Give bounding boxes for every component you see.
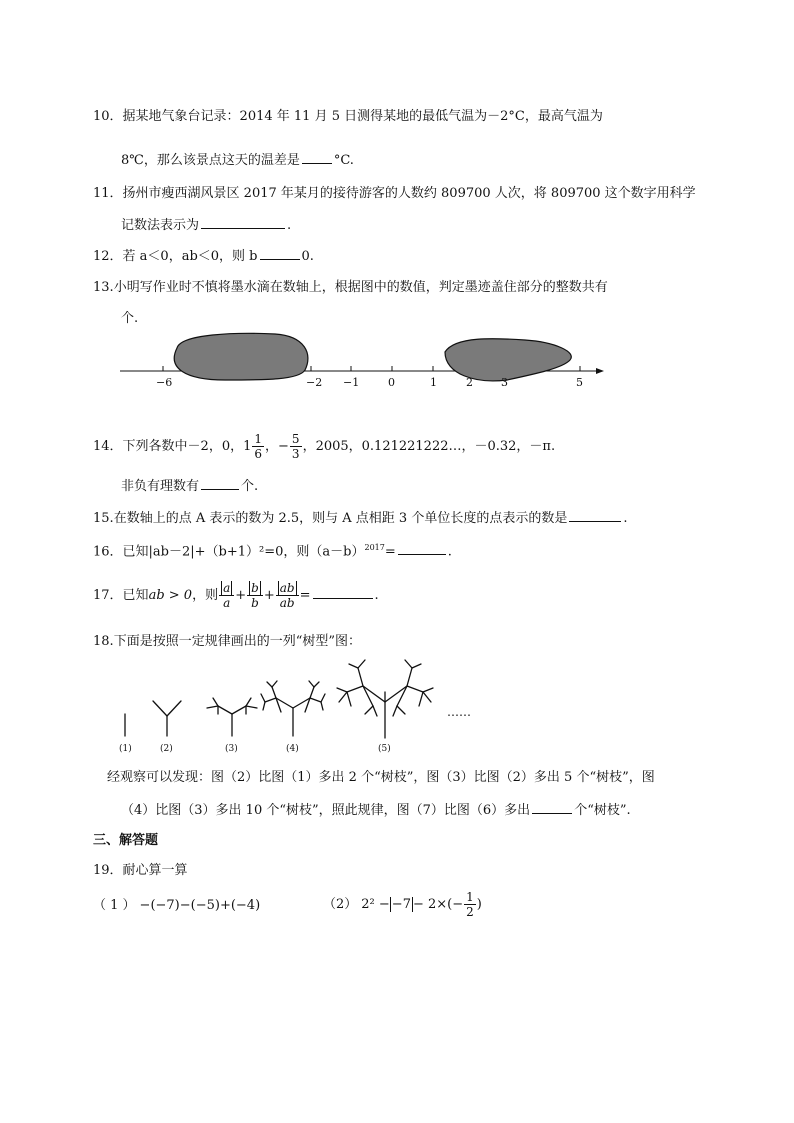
q18-obs-a: 经观察可以发现：图（2）比图（1）多出 2 个“树枝”，图（3）比图（2）多出 5 个“树枝”，图	[107, 770, 655, 785]
q14-text-b: ，2005，0.121221222…，－0.32，－π.	[302, 439, 556, 454]
q11-text-b: 记数法表示为	[121, 218, 200, 233]
q18-answer-blank[interactable]	[532, 800, 572, 814]
q14-end: 个.	[241, 479, 259, 494]
q16-exponent: 2017	[364, 543, 385, 552]
question-10	[93, 108, 603, 126]
q14-number: 14．	[93, 439, 123, 454]
q15-number: 15.	[93, 511, 114, 526]
q10-unit: °C.	[333, 153, 354, 168]
q11-end: .	[287, 218, 292, 233]
tree-4	[261, 681, 325, 736]
q17-plus-2: +	[263, 588, 275, 603]
q11-text: 扬州市瘦西湖风景区 2017 年某月的接待游客的人数约 809700 人次，将 809700 这个数字用科学	[122, 186, 696, 201]
question-17	[93, 578, 379, 614]
tree-label-2: (2)	[160, 744, 173, 754]
q12-number: 12．	[93, 249, 123, 264]
tree-label-4: (4)	[286, 744, 299, 754]
question-10-cont	[121, 150, 354, 170]
q10-number: 10．	[93, 109, 123, 124]
q19-p2-expr-a: 2² −	[361, 897, 390, 912]
q17-fraction-ab: $\frac{ab}{ab}$	[276, 581, 299, 610]
question-19-part-1	[93, 897, 260, 915]
label-0: 0	[388, 376, 395, 389]
label-3: 3	[501, 376, 508, 389]
q17-text: 已知	[122, 588, 149, 603]
q15-end: .	[623, 511, 628, 526]
q19-p1-expr: −(−7)−(−5)+(−4)	[139, 898, 261, 913]
q11-number: 11．	[93, 186, 123, 201]
question-12	[93, 246, 314, 266]
q18-obs-b: （4）比图（3）多出 10 个“树枝”，照此规律，图（7）比图（6）多出	[121, 803, 531, 818]
q10-text-c: 8℃，那么该景点这天的温差是	[121, 153, 300, 168]
q12-end: 0.	[301, 249, 314, 264]
tree-ellipsis: ……	[447, 705, 471, 719]
q14-sep: ，−	[265, 439, 289, 454]
question-13-cont	[121, 310, 138, 328]
q14-text-c: 非负有理数有	[121, 479, 200, 494]
q16-eq: =	[384, 544, 396, 560]
question-15	[93, 508, 627, 528]
q17-fraction-b: $\frac{b}{b}$	[247, 581, 263, 610]
ink-blot-left	[174, 333, 308, 380]
tree-figures	[115, 656, 495, 756]
q14-fraction-5-3: $\frac{5}{3}$	[291, 432, 300, 461]
question-19	[93, 862, 188, 880]
q16-text: 已知|ab－2|+（b+1）²=0，则（a－b）	[122, 544, 365, 560]
q17-end: .	[374, 588, 379, 603]
tree-label-5: (5)	[378, 744, 391, 754]
question-18	[93, 633, 361, 651]
label-5: 5	[576, 376, 583, 389]
q17-condition: ab > 0	[148, 588, 193, 603]
number-line-arrow	[596, 368, 604, 374]
q13-text-b: 个.	[121, 311, 139, 326]
label-2: 2	[466, 376, 473, 389]
q12-answer-blank[interactable]	[260, 246, 300, 260]
q17-eq: =	[299, 588, 311, 603]
q10-answer-blank[interactable]	[302, 150, 332, 164]
q17-text-b: ，则	[192, 588, 219, 603]
q11-answer-blank[interactable]	[201, 215, 285, 229]
question-19-part-2	[323, 890, 482, 920]
label-neg6: −6	[156, 376, 173, 389]
ink-blot-right	[445, 339, 571, 381]
q19-p1-label: （ 1 ）	[93, 898, 136, 913]
q19-p2-close: )	[476, 897, 482, 912]
q16-number: 16．	[93, 544, 123, 560]
q19-p2-label: （2）	[323, 897, 358, 912]
number-line-figure	[115, 330, 610, 392]
q19-p2-expr-b: − 2×(−	[412, 897, 464, 912]
q19-text: 耐心算一算	[122, 863, 188, 878]
q12-text: 若 a＜0，ab＜0，则 b	[122, 249, 258, 264]
q13-text: 小明写作业时不慎将墨水滴在数轴上，根据图中的数值，判定墨迹盖住部分的整数共有	[113, 280, 608, 295]
q17-number: 17．	[93, 588, 123, 603]
q17-answer-blank[interactable]	[313, 585, 373, 599]
question-11	[93, 185, 696, 203]
question-18-observation	[107, 769, 655, 787]
q15-text: 在数轴上的点 A 表示的数为 2.5，则与 A 点相距 3 个单位长度的点表示的数是	[113, 511, 568, 526]
tree-label-1: (1)	[119, 744, 132, 754]
q15-answer-blank[interactable]	[569, 508, 621, 522]
q18-number: 18.	[93, 634, 114, 649]
q13-number: 13.	[93, 280, 114, 295]
q14-fraction-1-6: $\frac{1}{6}$	[254, 432, 263, 461]
q14-answer-blank[interactable]	[201, 476, 239, 490]
tree-3	[207, 698, 257, 736]
question-18-observation-cont	[121, 800, 631, 820]
question-11-cont	[121, 215, 291, 235]
q19-number: 19．	[93, 863, 123, 878]
q19-p2-fraction: $\frac{1}{2}$	[466, 890, 474, 919]
label-neg1: −1	[343, 376, 360, 389]
q17-fraction-a: $\frac{a}{a}$	[219, 581, 234, 610]
question-13	[93, 279, 608, 297]
label-neg2: −2	[306, 376, 323, 389]
q10-text: 据某地气象台记录：2014 年 11 月 5 日测得某地的最低气温为	[122, 109, 488, 124]
q10-text-b: ，最高气温为	[524, 109, 603, 124]
label-1: 1	[430, 376, 437, 389]
q16-answer-blank[interactable]	[398, 541, 446, 555]
q18-obs-end: 个“树枝”.	[574, 803, 631, 818]
q10-low-temp: －2°C	[487, 109, 525, 124]
q14-text: 下列各数中－2，0，1	[122, 439, 252, 454]
q16-end: .	[447, 544, 452, 560]
tree-label-3: (3)	[225, 744, 238, 754]
q18-text: 下面是按照一定规律画出的一列“树型”图：	[113, 634, 361, 649]
tree-2	[153, 701, 181, 736]
tree-5	[337, 660, 433, 738]
section-3-title: 三、解答题	[93, 833, 159, 848]
q19-p2-abs: −7	[391, 897, 411, 912]
q17-plus-1: +	[235, 588, 247, 603]
question-14-cont	[121, 476, 258, 496]
question-14	[93, 432, 555, 462]
question-16	[93, 539, 452, 561]
